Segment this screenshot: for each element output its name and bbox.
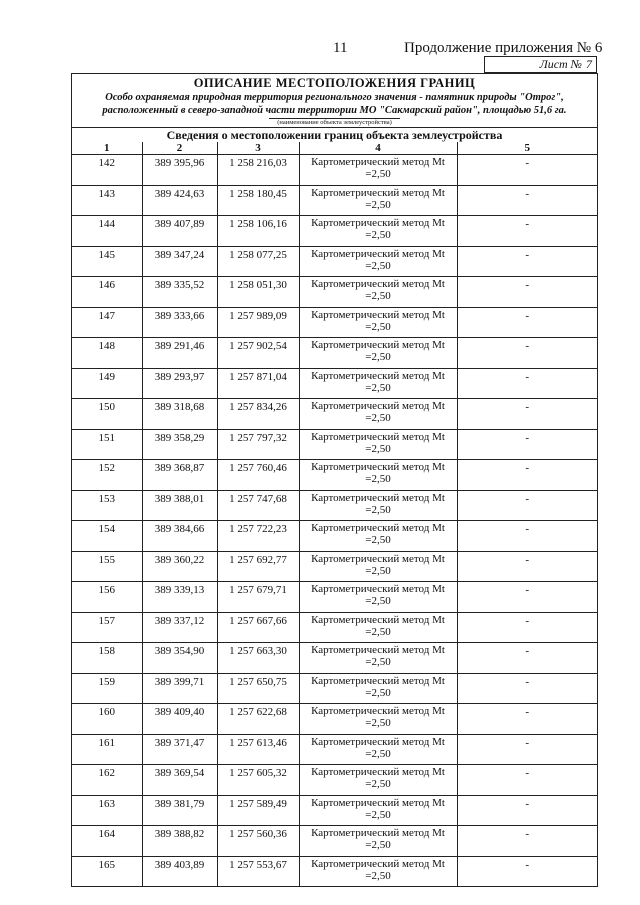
x-coordinate-cell: 389 335,52 bbox=[142, 277, 217, 308]
point-number-cell: 154 bbox=[72, 521, 142, 552]
method-cell: Картометрический метод Mt =2,50 bbox=[299, 765, 457, 796]
y-coordinate-cell: 1 257 622,68 bbox=[217, 704, 299, 735]
note-cell: - bbox=[457, 856, 597, 886]
method-cell: Картометрический метод Mt =2,50 bbox=[299, 551, 457, 582]
x-coordinate-cell: 389 333,66 bbox=[142, 307, 217, 338]
point-number-cell: 151 bbox=[72, 429, 142, 460]
note-cell: - bbox=[457, 277, 597, 308]
table-row bbox=[72, 643, 597, 674]
table-row bbox=[72, 795, 597, 826]
column-header: 3 bbox=[217, 142, 299, 155]
note-cell: - bbox=[457, 826, 597, 857]
point-number-cell: 165 bbox=[72, 856, 142, 886]
note-cell: - bbox=[457, 307, 597, 338]
column-header: 5 bbox=[457, 142, 597, 155]
point-number-cell: 159 bbox=[72, 673, 142, 704]
boundary-description-frame bbox=[71, 73, 598, 887]
point-number-cell: 152 bbox=[72, 460, 142, 491]
point-number-cell: 143 bbox=[72, 185, 142, 216]
point-number-cell: 155 bbox=[72, 551, 142, 582]
column-header: 1 bbox=[72, 142, 142, 155]
x-coordinate-cell: 389 399,71 bbox=[142, 673, 217, 704]
point-number-cell: 146 bbox=[72, 277, 142, 308]
method-cell: Картометрический метод Mt =2,50 bbox=[299, 155, 457, 186]
sheet-box bbox=[484, 56, 597, 73]
appendix-label: Продолжение приложения № 6 bbox=[404, 40, 603, 56]
method-cell: Картометрический метод Mt =2,50 bbox=[299, 734, 457, 765]
note-cell: - bbox=[457, 246, 597, 277]
table-row bbox=[72, 216, 597, 247]
y-coordinate-cell: 1 257 747,68 bbox=[217, 490, 299, 521]
method-cell: Картометрический метод Mt =2,50 bbox=[299, 307, 457, 338]
object-name-caption: (наименование объекта землеустройства) bbox=[269, 118, 400, 127]
note-cell: - bbox=[457, 582, 597, 613]
note-cell: - bbox=[457, 551, 597, 582]
y-coordinate-cell: 1 257 692,77 bbox=[217, 551, 299, 582]
table-row bbox=[72, 185, 597, 216]
point-number-cell: 164 bbox=[72, 826, 142, 857]
note-cell: - bbox=[457, 155, 597, 186]
note-cell: - bbox=[457, 216, 597, 247]
document-subtitle-line1: Особо охраняемая природная территория регионального значения - памятник природы "Отрог", bbox=[105, 92, 564, 103]
x-coordinate-cell: 389 339,13 bbox=[142, 582, 217, 613]
method-cell: Картометрический метод Mt =2,50 bbox=[299, 277, 457, 308]
x-coordinate-cell: 389 369,54 bbox=[142, 765, 217, 796]
point-number-cell: 145 bbox=[72, 246, 142, 277]
point-number-cell: 156 bbox=[72, 582, 142, 613]
x-coordinate-cell: 389 424,63 bbox=[142, 185, 217, 216]
y-coordinate-cell: 1 257 613,46 bbox=[217, 734, 299, 765]
table-row bbox=[72, 429, 597, 460]
y-coordinate-cell: 1 258 106,16 bbox=[217, 216, 299, 247]
column-header: 2 bbox=[142, 142, 217, 155]
y-coordinate-cell: 1 257 760,46 bbox=[217, 460, 299, 491]
table-row bbox=[72, 277, 597, 308]
table-row bbox=[72, 521, 597, 552]
note-cell: - bbox=[457, 429, 597, 460]
method-cell: Картометрический метод Mt =2,50 bbox=[299, 185, 457, 216]
point-number-cell: 158 bbox=[72, 643, 142, 674]
x-coordinate-cell: 389 293,97 bbox=[142, 368, 217, 399]
point-number-cell: 153 bbox=[72, 490, 142, 521]
table-row bbox=[72, 734, 597, 765]
method-cell: Картометрический метод Mt =2,50 bbox=[299, 399, 457, 430]
table-row bbox=[72, 460, 597, 491]
point-number-cell: 148 bbox=[72, 338, 142, 369]
section-title: Сведения о местоположении границ объекта землеустройства bbox=[72, 127, 597, 142]
x-coordinate-cell: 389 388,82 bbox=[142, 826, 217, 857]
table-row bbox=[72, 673, 597, 704]
table-row bbox=[72, 307, 597, 338]
y-coordinate-cell: 1 257 834,26 bbox=[217, 399, 299, 430]
method-cell: Картометрический метод Mt =2,50 bbox=[299, 856, 457, 886]
note-cell: - bbox=[457, 765, 597, 796]
table-row bbox=[72, 704, 597, 735]
document-subtitle-line2: расположенный в северо-западной части территории МО "Сакмарский район", площадью 51,6 га. bbox=[102, 105, 567, 116]
page-number: 11 bbox=[333, 40, 348, 56]
y-coordinate-cell: 1 257 679,71 bbox=[217, 582, 299, 613]
point-number-cell: 163 bbox=[72, 795, 142, 826]
note-cell: - bbox=[457, 704, 597, 735]
x-coordinate-cell: 389 407,89 bbox=[142, 216, 217, 247]
method-cell: Картометрический метод Mt =2,50 bbox=[299, 429, 457, 460]
x-coordinate-cell: 389 347,24 bbox=[142, 246, 217, 277]
y-coordinate-cell: 1 257 871,04 bbox=[217, 368, 299, 399]
x-coordinate-cell: 389 354,90 bbox=[142, 643, 217, 674]
x-coordinate-cell: 389 318,68 bbox=[142, 399, 217, 430]
x-coordinate-cell: 389 358,29 bbox=[142, 429, 217, 460]
table-row bbox=[72, 826, 597, 857]
x-coordinate-cell: 389 403,89 bbox=[142, 856, 217, 886]
point-number-cell: 147 bbox=[72, 307, 142, 338]
point-number-cell: 161 bbox=[72, 734, 142, 765]
table-row bbox=[72, 856, 597, 886]
method-cell: Картометрический метод Mt =2,50 bbox=[299, 338, 457, 369]
table-row bbox=[72, 582, 597, 613]
point-number-cell: 157 bbox=[72, 612, 142, 643]
sheet-number: 7 bbox=[586, 57, 592, 71]
note-cell: - bbox=[457, 185, 597, 216]
note-cell: - bbox=[457, 399, 597, 430]
method-cell: Картометрический метод Mt =2,50 bbox=[299, 216, 457, 247]
method-cell: Картометрический метод Mt =2,50 bbox=[299, 673, 457, 704]
table-row bbox=[72, 368, 597, 399]
table-header-row bbox=[72, 142, 597, 155]
note-cell: - bbox=[457, 460, 597, 491]
method-cell: Картометрический метод Mt =2,50 bbox=[299, 460, 457, 491]
table-row bbox=[72, 246, 597, 277]
y-coordinate-cell: 1 257 663,30 bbox=[217, 643, 299, 674]
x-coordinate-cell: 389 395,96 bbox=[142, 155, 217, 186]
x-coordinate-cell: 389 360,22 bbox=[142, 551, 217, 582]
y-coordinate-cell: 1 257 589,49 bbox=[217, 795, 299, 826]
point-number-cell: 142 bbox=[72, 155, 142, 186]
note-cell: - bbox=[457, 368, 597, 399]
method-cell: Картометрический метод Mt =2,50 bbox=[299, 521, 457, 552]
y-coordinate-cell: 1 258 077,25 bbox=[217, 246, 299, 277]
method-cell: Картометрический метод Mt =2,50 bbox=[299, 826, 457, 857]
y-coordinate-cell: 1 257 650,75 bbox=[217, 673, 299, 704]
y-coordinate-cell: 1 258 180,45 bbox=[217, 185, 299, 216]
x-coordinate-cell: 389 371,47 bbox=[142, 734, 217, 765]
point-number-cell: 149 bbox=[72, 368, 142, 399]
method-cell: Картометрический метод Mt =2,50 bbox=[299, 643, 457, 674]
y-coordinate-cell: 1 257 560,36 bbox=[217, 826, 299, 857]
point-number-cell: 150 bbox=[72, 399, 142, 430]
sheet-label: Лист № bbox=[539, 57, 582, 71]
y-coordinate-cell: 1 257 722,23 bbox=[217, 521, 299, 552]
method-cell: Картометрический метод Mt =2,50 bbox=[299, 368, 457, 399]
y-coordinate-cell: 1 257 902,54 bbox=[217, 338, 299, 369]
point-number-cell: 144 bbox=[72, 216, 142, 247]
coordinates-table bbox=[72, 142, 597, 886]
document-header bbox=[72, 75, 597, 127]
table-row bbox=[72, 338, 597, 369]
method-cell: Картометрический метод Mt =2,50 bbox=[299, 246, 457, 277]
table-row bbox=[72, 765, 597, 796]
method-cell: Картометрический метод Mt =2,50 bbox=[299, 704, 457, 735]
y-coordinate-cell: 1 258 051,30 bbox=[217, 277, 299, 308]
note-cell: - bbox=[457, 490, 597, 521]
table-row bbox=[72, 551, 597, 582]
table-body bbox=[72, 155, 597, 887]
table-row bbox=[72, 399, 597, 430]
method-cell: Картометрический метод Mt =2,50 bbox=[299, 582, 457, 613]
table-row bbox=[72, 155, 597, 186]
x-coordinate-cell: 389 388,01 bbox=[142, 490, 217, 521]
y-coordinate-cell: 1 257 797,32 bbox=[217, 429, 299, 460]
y-coordinate-cell: 1 257 605,32 bbox=[217, 765, 299, 796]
x-coordinate-cell: 389 384,66 bbox=[142, 521, 217, 552]
note-cell: - bbox=[457, 338, 597, 369]
table-row bbox=[72, 612, 597, 643]
point-number-cell: 162 bbox=[72, 765, 142, 796]
note-cell: - bbox=[457, 734, 597, 765]
y-coordinate-cell: 1 257 667,66 bbox=[217, 612, 299, 643]
x-coordinate-cell: 389 368,87 bbox=[142, 460, 217, 491]
note-cell: - bbox=[457, 612, 597, 643]
table-row bbox=[72, 490, 597, 521]
y-coordinate-cell: 1 257 553,67 bbox=[217, 856, 299, 886]
note-cell: - bbox=[457, 521, 597, 552]
note-cell: - bbox=[457, 795, 597, 826]
method-cell: Картометрический метод Mt =2,50 bbox=[299, 490, 457, 521]
x-coordinate-cell: 389 291,46 bbox=[142, 338, 217, 369]
document-title: ОПИСАНИЕ МЕСТОПОЛОЖЕНИЯ ГРАНИЦ bbox=[193, 76, 476, 90]
x-coordinate-cell: 389 337,12 bbox=[142, 612, 217, 643]
method-cell: Картометрический метод Mt =2,50 bbox=[299, 612, 457, 643]
column-header: 4 bbox=[299, 142, 457, 155]
point-number-cell: 160 bbox=[72, 704, 142, 735]
y-coordinate-cell: 1 257 989,09 bbox=[217, 307, 299, 338]
x-coordinate-cell: 389 409,40 bbox=[142, 704, 217, 735]
method-cell: Картометрический метод Mt =2,50 bbox=[299, 795, 457, 826]
note-cell: - bbox=[457, 673, 597, 704]
note-cell: - bbox=[457, 643, 597, 674]
x-coordinate-cell: 389 381,79 bbox=[142, 795, 217, 826]
y-coordinate-cell: 1 258 216,03 bbox=[217, 155, 299, 186]
